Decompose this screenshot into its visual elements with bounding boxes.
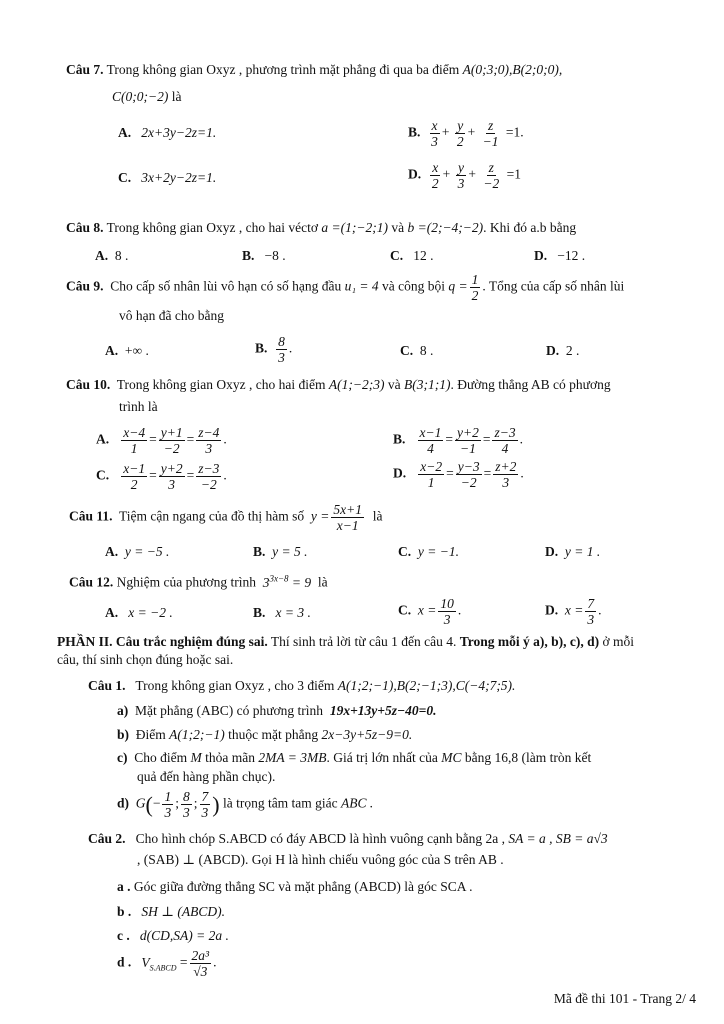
q9-stem: Câu 9. Cho cấp số nhân lùi vô hạn có số hạng đầu u₁ = 4 và công bội q = $\frac{1}{2}$ . Tổng của cấp số nhân lùi (66, 272, 625, 303)
part2-heading: PHẦN II. Câu trắc nghiệm đúng sai. Thí sinh trả lời từ câu 1 đến câu 4. Trong mỗi ý a), b), c), d) ở mỗi (57, 634, 634, 649)
q10-option-b: B. $\frac{x-1}{4}$ = $\frac{y+2}{-1}$ = $\frac{z-3}{4}$ . (393, 425, 523, 456)
q7-stem-tail: là (171, 89, 182, 104)
q11-stem: Câu 11. Tiệm cận ngang của đồ thị hàm số y = $\frac{5x+1}{x-1}$ là (69, 502, 383, 533)
q8-label: Câu 8. (66, 220, 104, 235)
q7-points: A(0;3;0),B(2;0;0), (462, 62, 563, 77)
q11-option-a: A. y = −5 . (105, 544, 170, 559)
q9-stem-line2: vô hạn đã cho bằng (119, 308, 224, 323)
q7-line1 (66, 61, 562, 79)
q9-option-c: C. 8 . (400, 343, 434, 358)
q7-option-d: D. $\frac{x}{2}$ + $\frac{y}{3}$ + $\frac{z}{-2}$ =1 (408, 160, 521, 191)
q12-option-d: D. x = $\frac{7}{3}$ . (545, 596, 602, 627)
page-footer: Mã đề thi 101 - Trang 2/ 4 (553, 991, 696, 1006)
part2-title: PHẦN II. Câu trắc nghiệm đúng sai. (57, 634, 268, 649)
q12-option-c: C. x = $\frac{10}{3}$ . (398, 596, 462, 627)
q7-stem: Trong không gian Oxyz , phương trình mặt phẳng đi qua ba điểm (106, 62, 460, 77)
q8-option-c: C. 12 . (390, 248, 434, 263)
q10-option-a: A. $\frac{x-4}{1}$ = $\frac{y+1}{-2}$ = $\frac{z-4}{3}$ . (96, 425, 227, 456)
q7-line2 (112, 88, 181, 106)
q7-option-b: B. $\frac{x}{3}$ + $\frac{y}{2}$ + $\frac{z}{-1}$ =1. (408, 118, 524, 149)
part2-intro-line2: câu, thí sinh chọn đúng hoặc sai. (57, 652, 234, 667)
c1-item-b: b) Điểm A(1;2;−1) thuộc mặt phẳng 2x−3y+5z−9=0. (117, 727, 413, 742)
q10-label: Câu 10. (66, 377, 111, 392)
c1-item-c: c) Cho điểm M thỏa mãn 2MA = 3MB. Giá trị lớn nhất của MC bằng 16,8 (làm tròn kết (117, 750, 592, 765)
q12-label: Câu 12. (69, 574, 114, 590)
c2-stem-line2: , (SAB) ⊥ (ABCD). Gọi H là hình chiếu vuông góc của S trên AB . (137, 852, 504, 867)
q12-stem: Câu 12. Nghiệm của phương trình $3^{3x-8} = 9$ là (69, 573, 328, 590)
q8-option-d: D. −12 . (534, 248, 586, 263)
c2-item-b: b . SH ⊥ (ABCD). (117, 904, 225, 919)
q10-option-d: D. $\frac{x-2}{1}$ = $\frac{y-3}{-2}$ = $\frac{z+2}{3}$ . (393, 459, 524, 490)
c2-item-a: a . Góc giữa đường thẳng SC và mặt phẳng (ABCD) là góc SCA . (117, 879, 473, 894)
c2-stem: Câu 2. Cho hình chóp S.ABCD có đáy ABCD là hình vuông cạnh bằng 2a , SA = a , SB = a√3 (88, 831, 608, 846)
q12-option-a: A. x = −2 . (105, 605, 173, 620)
q7-c-eq: 3x+2y−2z=1. (141, 170, 217, 185)
q11-label: Câu 11. (69, 508, 113, 524)
c2-item-c: c . d(CD,SA) = 2a . (117, 928, 229, 943)
q8-stem: Câu 8. Trong không gian Oxyz , cho hai véctơ a =(1;−2;1) và b =(2;−4;−2). Khi đó a.b bằng (66, 220, 577, 235)
c2-item-d: d . $V_{S.ABCD}$ = $\frac{\text{2a³}}{√3}$ . (117, 948, 217, 979)
q9-option-a: A. +∞ . (105, 343, 149, 358)
q9-option-d: D. 2 . (546, 343, 580, 358)
q9-label: Câu 9. (66, 278, 104, 294)
c2-label: Câu 2. (88, 831, 126, 846)
q11-option-c: C. y = −1. (398, 544, 459, 559)
q11-option-d: D. y = 1 . (545, 544, 601, 559)
q7-a-eq: 2x+3y−2z=1. (141, 125, 217, 140)
q7-point-c: C(0;0;−2) (112, 89, 169, 104)
c1-item-c-line2: quả đến hàng phần chục). (137, 769, 276, 784)
q7-option-a: A. 2x+3y−2z=1. (118, 125, 217, 140)
q7-option-c: C. 3x+2y−2z=1. (118, 170, 217, 185)
q8-option-b: B. −8 . (242, 248, 286, 263)
q9-option-b: B. $\frac{8}{3}$ . (255, 334, 293, 365)
q11-option-b: B. y = 5 . (253, 544, 308, 559)
c1-label: Câu 1. (88, 678, 126, 693)
q8-option-a: A. 8 . (95, 248, 129, 263)
q10-option-c: C. $\frac{x-1}{2}$ = $\frac{y+2}{3}$ = $\frac{z-3}{-2}$ . (96, 461, 227, 492)
q10-stem: Câu 10. Trong không gian Oxyz , cho hai điểm A(1;−2;3) và B(3;1;1). Đường thẳng AB có phương (66, 377, 611, 392)
q7-label: Câu 7. (66, 62, 104, 77)
c1-stem: Câu 1. Trong không gian Oxyz , cho 3 điểm A(1;2;−1),B(2;−1;3),C(−4;7;5). (88, 678, 516, 693)
c1-item-d: d) G(− $\frac{1}{3}$ ; $\frac{8}{3}$ ; $\frac{7}{3}$ ) là trọng tâm tam giác ABC . (117, 789, 374, 820)
c1-item-a: a) Mặt phẳng (ABC) có phương trình 19x+13y+5z−40=0. (117, 703, 437, 718)
q12-option-b: B. x = 3 . (253, 605, 311, 620)
q10-stem-line2: trình là (119, 399, 158, 414)
